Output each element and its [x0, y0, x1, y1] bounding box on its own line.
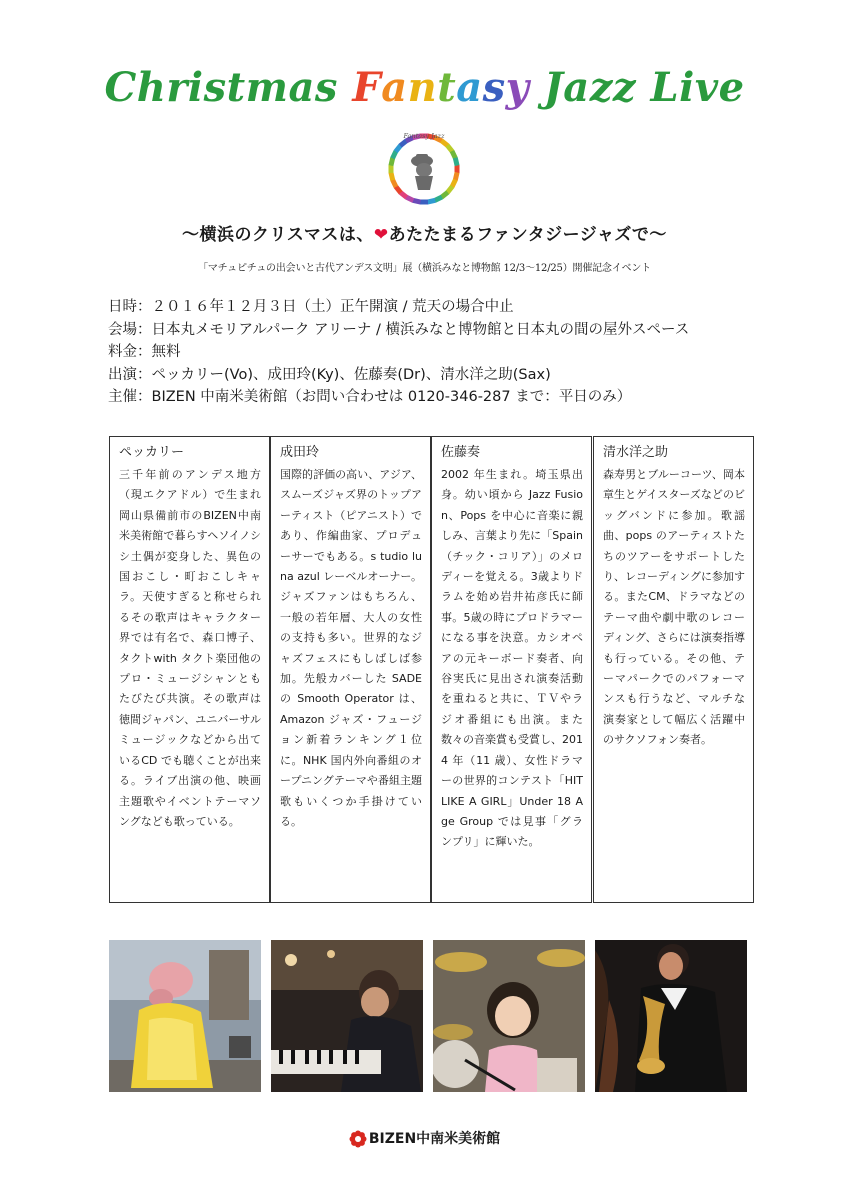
- exhibition-note: 「マチュピチュの出会いと古代アンデス文明」展（横浜みなと博物館 12/3～12/25）開催記念イベント: [198, 263, 651, 274]
- heart-icon: ❤: [373, 225, 389, 245]
- event-fee: 料金：無料: [108, 344, 181, 360]
- event-performers: 出演：ペッカリー(Vo)、成田玲(Ky)、佐藤奏(Dr)、清水洋之助(Sax): [108, 366, 551, 383]
- title-segment: t: [437, 64, 457, 111]
- profile-bio: 森寿男とブルーコーツ、岡本章生とゲイスターズなどのビッグバンドに参加。歌謡曲、pops のアーティストたちのツアーをサポートしたり、レコーディングに参加する。またCM、ドラマなどのテーマ曲や劇中歌のレコーディング、さらには演奏指導も行っている。その他、テーマパークでのパフォーマンスも行うなど、マルチな演奏家として幅広く活躍中のサクソフォン奏者。: [603, 468, 745, 747]
- photo-narita: [271, 940, 423, 1092]
- photo-peccary: [109, 940, 261, 1092]
- profile-name: 佐藤奏: [441, 445, 481, 460]
- title-segment: Jazz Live: [529, 64, 745, 111]
- profile-box-shimizu: [593, 436, 754, 903]
- profile-box-sato: [431, 436, 592, 903]
- title-segment: F: [352, 64, 382, 111]
- event-info: [108, 296, 808, 409]
- profile-name: 清水洋之助: [603, 445, 669, 460]
- organizer-logo: [0, 1128, 849, 1148]
- title-segment: Christmas: [104, 64, 353, 111]
- photo-shimizu: [595, 940, 747, 1092]
- event-date: 日時：２０１６年１２月３日（土）正午開演 / 荒天の場合中止: [108, 299, 514, 315]
- flower-mark-icon: [349, 1130, 367, 1148]
- event-subtitle: ～横浜のクリスマスは、❤あたたまるファンタジージャズで～: [182, 225, 667, 245]
- title-segment: y: [505, 64, 530, 111]
- profile-name: 成田玲: [280, 445, 320, 460]
- profile-bio: 三千年前のアンデス地方（現エクアドル）で生まれ岡山県備前市のBIZEN中南米美術館で暮らすヘソイノシシ土偶が変身した、異色の国おこし・町おこしキャラ。天使すぎると称せられるその歌声はキャラクター界では有名で、森口博子、タクトwith タクト楽団他のプロ・ミュージシャンともたびたび共演。その歌声は徳間ジャパン、ユニバーサルミュージックなどから出ているCD でも聴くことが出来る。ライブ出演の他、映画主題歌やイベントテーマソングなども歌っている。: [119, 468, 261, 828]
- profile-box-narita: [270, 436, 431, 903]
- event-organizer: 主催：BIZEN 中南米美術館（お問い合わせは 0120-346-287 まで：平日のみ）: [108, 389, 632, 405]
- svg-text:Fantasy Jazz: Fantasy Jazz: [403, 132, 445, 140]
- organizer-name: BIZEN中南米美術館: [368, 1131, 501, 1147]
- fantasy-jazz-logo: [382, 124, 466, 208]
- event-title: [0, 64, 849, 111]
- event-venue: 会場：日本丸メモリアルパーク アリーナ / 横浜みなと博物館と日本丸の間の屋外スペース: [108, 321, 690, 338]
- profile-box-peccary: [109, 436, 270, 903]
- profile-bio: 2002 年生まれ。埼玉県出身。幼い頃から Jazz Fusion、Pops を中心に音楽に親しみ、言葉より先に「Spain（チック・コリア）」のメロディーを覚える。3歳よりドラムを始め岩井祐彦氏に師事。5歳の時にプロドラマーになる事を決意。カシオペアの元キーボード奏者、向谷実氏に見出され演奏活動を重ねると共に、ＴＶやラジオ番組にも出演。また数々の音楽賞も受賞し、2014 年（11 歳）、女性ドラマーの世界的コンテスト「HIT LIKE A GIRL」Under 18 Age Group では見事「グランプリ」に輝いた。: [441, 468, 583, 849]
- title-segment: a: [456, 64, 483, 111]
- photo-sato: [433, 940, 585, 1092]
- profile-bio: 国際的評価の高い、アジア、スムーズジャズ界のトップアーティスト（ピアニスト）であり、作編曲家、プロデューサーでもある。s tudio luna azul レーベルオーナー。ジャズファンはもちろん、一般の若年層、大人の女性の支持も多い。世界的なジャズフェスにもしばしば参加。先般カバーした SADE の Smooth Operator は、Amazon ジャズ・フュージョン新着ランキング１位に。NHK 国内外向番組のオープニングテーマや番組主題歌もいくつか手掛けている。: [280, 468, 422, 828]
- title-segment: n: [407, 64, 438, 111]
- profile-name: ペッカリー: [119, 445, 185, 460]
- title-segment: a: [381, 64, 408, 111]
- title-segment: s: [482, 64, 506, 111]
